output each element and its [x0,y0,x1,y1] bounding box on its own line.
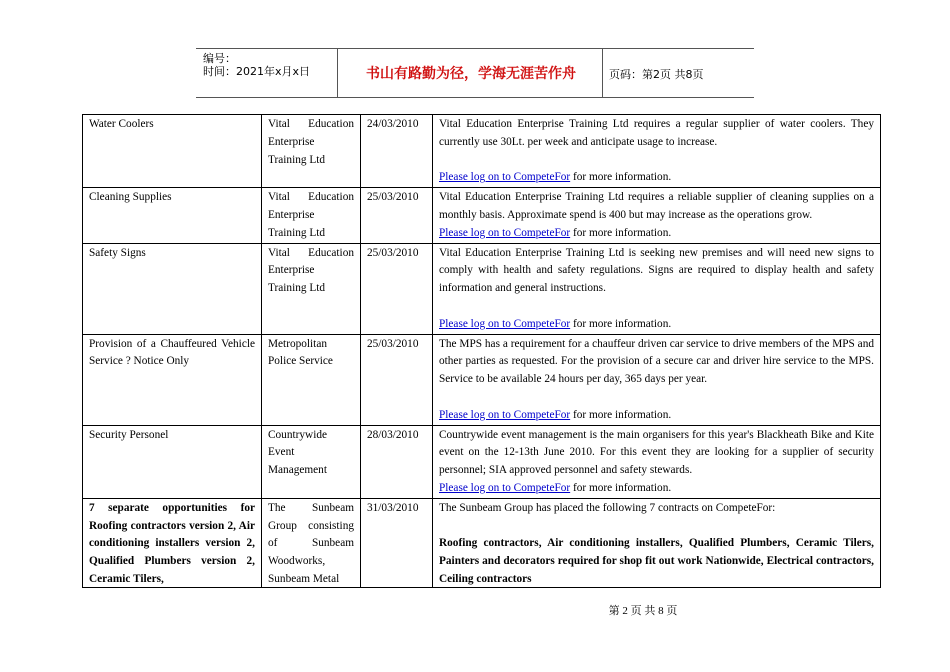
opportunity-title [83,498,262,587]
tender-table [82,114,881,588]
opportunity-description [433,188,881,243]
opportunity-description [433,115,881,188]
header-page-label: 页码：第2页 共8页 [609,68,704,81]
table-row [83,188,881,243]
more-info-suffix: for more information. [570,171,672,184]
competefor-link[interactable]: Please log on to CompeteFor [439,408,571,421]
opportunity-title: Water Coolers [83,115,262,188]
table-row [83,334,881,425]
contract-list: Roofing contractors, Air conditioning installers, Qualified Plumbers, Ceramic Tilers, Painters and decorators required for shop fit out work Nationwide, Electrical contractors, Ceiling contractors [439,537,874,585]
page-header [196,48,754,98]
opportunity-description [433,498,881,587]
competefor-link[interactable]: Please log on to CompeteFor [439,226,571,239]
description-text: Vital Education Enterprise Training Ltd requires a reliable supplier of cleaning supplies on a monthly basis. Approximate spend is 400 but may increase as the operations grow. [439,191,874,221]
buyer-name: Countrywide Event Management [262,425,361,498]
competefor-link[interactable]: Please log on to CompeteFor [439,317,571,330]
description-text: Vital Education Enterprise Training Ltd is seeking new premises and will need new signs to comply with health and safety regulations. Signs are required to display health and safety information and general instructions. [439,246,874,295]
more-info-line [439,225,874,243]
posted-date: 31/03/2010 [361,498,433,587]
opportunity-title: Cleaning Supplies [83,188,262,243]
buyer-name: Metropolitan Police Service [262,334,361,425]
more-info-suffix: for more information. [570,317,672,330]
posted-date: 25/03/2010 [361,334,433,425]
buyer-name: Vital Education Enterprise Training Ltd [262,115,361,188]
table-row [83,243,881,334]
more-info-suffix: for more information. [570,481,672,494]
table-row [83,498,881,587]
posted-date: 25/03/2010 [361,188,433,243]
more-info-suffix: for more information. [570,408,672,421]
more-info-line [439,407,874,425]
buyer-name-text: The Sunbeam Group consisting of Sunbeam Woodworks, Sunbeam Metal [268,501,354,585]
table-row [83,425,881,498]
date-label: 时间：2021年x月x日 [203,65,311,78]
table-row [83,115,881,188]
opportunity-title: Security Personel [83,425,262,498]
posted-date: 24/03/2010 [361,115,433,188]
posted-date: 28/03/2010 [361,425,433,498]
page-footer [0,602,950,618]
header-divider [337,49,338,97]
header-divider [602,49,603,97]
description-text: Vital Education Enterprise Training Ltd requires a regular supplier of water coolers. They currently use 30Lt. per week and anticipate usage to increase. [439,118,874,148]
more-info-suffix: for more information. [570,226,672,239]
opportunity-title-text: 7 separate opportunities for Roofing contractors version 2, Air conditioning installers version 2, Qualified Plumbers version 2, Ceramic Tilers, [89,501,255,585]
posted-date: 25/03/2010 [361,243,433,334]
opportunity-title: Provision of a Chauffeured Vehicle Service ? Notice Only [83,334,262,425]
more-info-line [439,169,874,187]
opportunity-description [433,243,881,334]
competefor-link[interactable]: Please log on to CompeteFor [439,171,571,184]
serial-number-label: 编号： [203,52,236,65]
opportunity-title: Safety Signs [83,243,262,334]
more-info-line [439,480,874,498]
buyer-name [262,498,361,587]
description-text: The MPS has a requirement for a chauffeur driven car service to drive members of the MPS and other parties as requested. For the provision of a secure car and driver hire service to the MPS. Service to be available 24 hours per day, 365 days per year. [439,337,874,386]
description-clip [439,500,874,587]
opportunity-description [433,425,881,498]
opportunity-description [433,334,881,425]
description-text: Countrywide event management is the main organisers for this year's Blackheath Bike and Kite event on the 12-13th June 2010. For this event they are looking for a supplier of security personnel; SIA approved personnel and safety stewards. [439,428,874,477]
footer-page-number: 第 2 页 共 8 页 [608,605,678,617]
buyer-name: Vital Education Enterprise Training Ltd [262,188,361,243]
description-text: The Sunbeam Group has placed the following 7 contracts on CompeteFor: [439,501,776,514]
header-motto: 书山有路勤为径，学海无涯苦作舟 [366,66,576,82]
competefor-link[interactable]: Please log on to CompeteFor [439,481,571,494]
buyer-name: Vital Education Enterprise Training Ltd [262,243,361,334]
more-info-line [439,316,874,334]
header-meta [203,52,310,78]
